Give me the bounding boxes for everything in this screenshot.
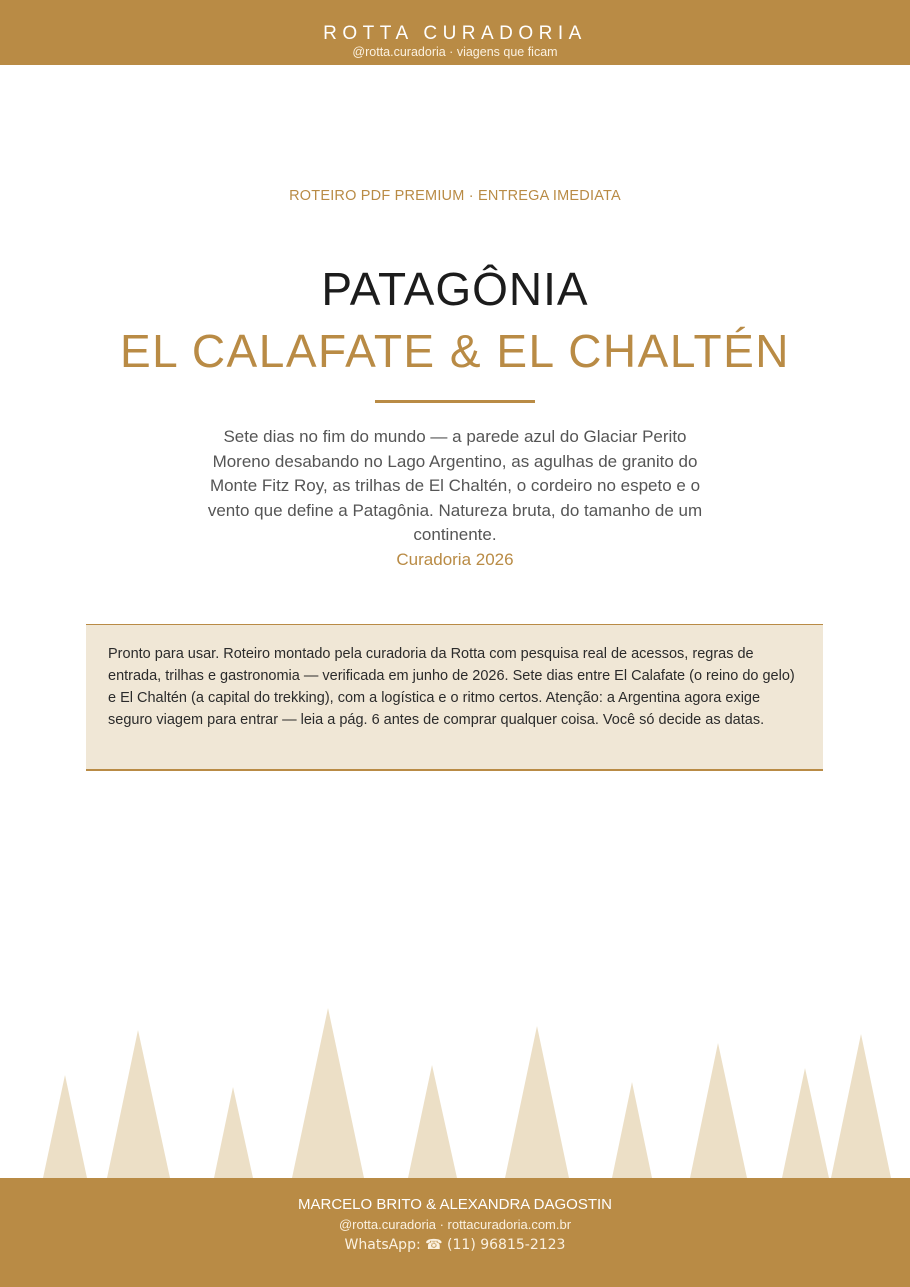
page-subtitle: EL CALAFATE & EL CHALTÉN xyxy=(120,325,790,377)
whatsapp-label: WhatsApp: xyxy=(344,1237,421,1253)
mountain-peak xyxy=(612,1082,652,1178)
title-divider xyxy=(375,400,535,403)
curation-year: Curadoria 2026 xyxy=(396,550,514,569)
intro-paragraph: Sete dias no fim do mundo — a parede azul do Glaciar Perito Moreno desabando no Lago Argentino, as agulhas de granito do Monte Fitz Roy, as trilhas de El Chaltén, o cordeiro no espeto e o vento que define a Patagônia. Natureza bruta, do tamanho de um continente. xyxy=(207,427,703,544)
ready-to-use-note xyxy=(86,624,823,771)
mountain-peak xyxy=(107,1030,170,1178)
phone-icon: ☎ xyxy=(425,1237,443,1253)
page-title: PATAGÔNIA xyxy=(321,263,589,315)
cover-kicker: ROTEIRO PDF PREMIUM · ENTREGA IMEDIATA xyxy=(289,188,621,204)
header-bar xyxy=(0,0,910,65)
note-text: Pronto para usar. Roteiro montado pela curadoria da Rotta com pesquisa real de acessos, regras de entrada, trilhas e gastronomia — verificada em junho de 2026. Sete dias entre El Calafate (o reino do gelo) e El Chaltén (a capital do trekking), com a logística e o ritmo certos. Atenção: a Argentina agora exige seguro viagem para entrar — leia a pág. 6 antes de comprar qualquer coisa. Você só decide as datas. xyxy=(108,646,795,728)
whatsapp-contact xyxy=(0,1236,910,1254)
mountain-peak xyxy=(782,1068,829,1178)
mountain-peak xyxy=(408,1065,457,1178)
mountain-peak xyxy=(292,1008,364,1178)
mountain-peak xyxy=(831,1034,891,1178)
contact-links: @rotta.curadoria · rottacuradoria.com.br xyxy=(338,1217,572,1232)
mountain-peak xyxy=(214,1087,253,1178)
mountain-peak xyxy=(505,1026,569,1178)
brand-name: ROTTA CURADORIA xyxy=(323,23,587,44)
brand-tagline: @rotta.curadoria · viagens que ficam xyxy=(352,45,558,59)
mountain-peak xyxy=(690,1043,747,1178)
mountain-peaks-illustration xyxy=(0,1000,910,1180)
mountain-peak xyxy=(43,1075,87,1178)
whatsapp-number: (11) 96815-2123 xyxy=(447,1237,566,1253)
authors: MARCELO BRITO & ALEXANDRA DAGOSTIN xyxy=(298,1196,612,1213)
footer-bar xyxy=(0,1178,910,1287)
